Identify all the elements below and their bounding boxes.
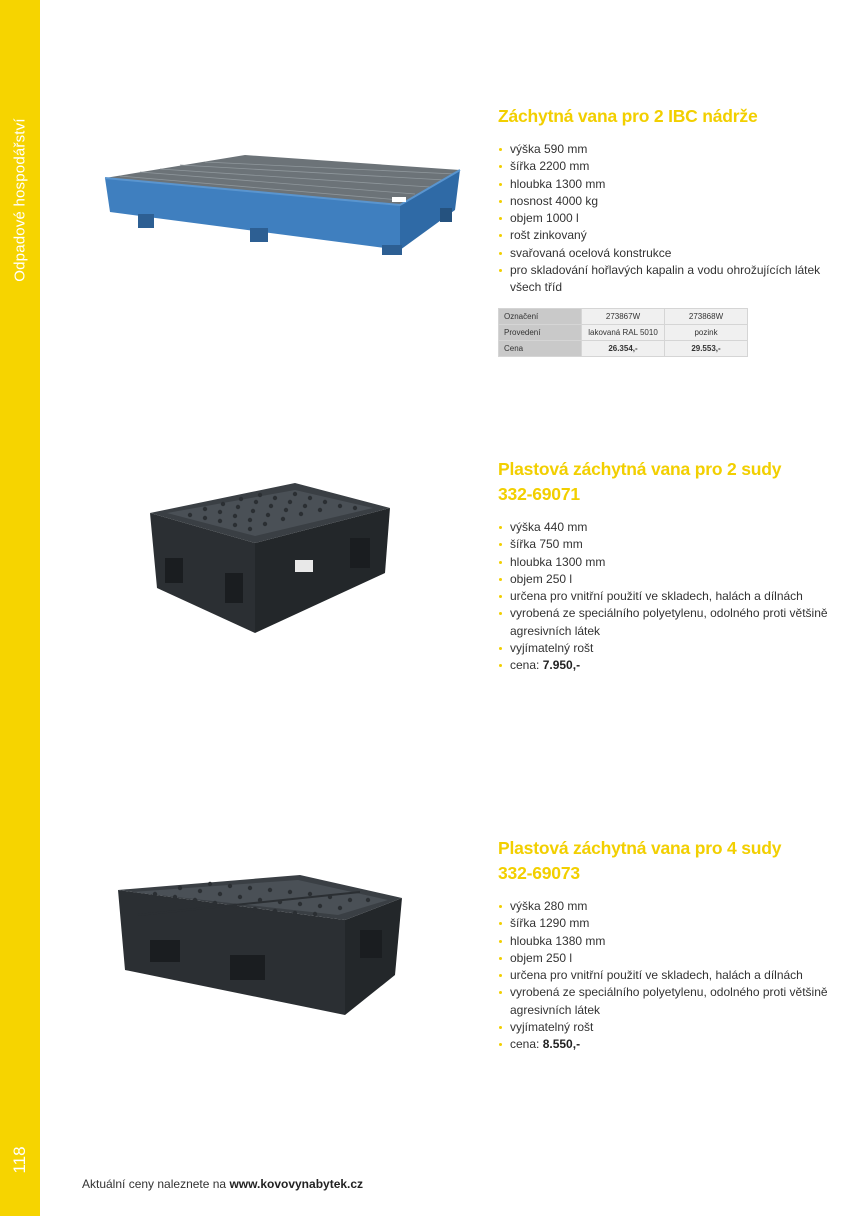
spec-item: vyjímatelný rošt xyxy=(498,1019,828,1036)
row-label: Označení xyxy=(499,308,582,324)
price-item xyxy=(498,657,828,674)
product-title xyxy=(498,836,828,886)
two-drum-spill-pallet-image xyxy=(145,478,395,638)
footer-text: Aktuální ceny naleznete na xyxy=(82,1177,230,1191)
spec-item: objem 250 l xyxy=(498,571,828,588)
spec-item: pro skladování hořlavých kapalin a vodu ohrožujících látek všech tříd xyxy=(498,262,828,297)
spec-item: vyrobená ze speciálního polyetylenu, odolného proti většině agresivních látek xyxy=(498,605,828,640)
spec-item: výška 280 mm xyxy=(498,898,828,915)
table-cell: 273867W xyxy=(582,308,665,324)
spec-item: určena pro vnitřní použití ve skladech, halách a dílnách xyxy=(498,967,828,984)
spec-item: výška 440 mm xyxy=(498,519,828,536)
price-table xyxy=(498,308,748,357)
product-code: 332-69073 xyxy=(498,863,580,883)
product-code: 332-69071 xyxy=(498,484,580,504)
row-label: Provedení xyxy=(499,324,582,340)
price-value: 8.550,- xyxy=(542,1037,581,1052)
footer xyxy=(82,1177,363,1191)
table-row xyxy=(499,308,748,324)
spec-list xyxy=(498,898,828,1054)
table-row xyxy=(499,324,748,340)
price-value: 7.950,- xyxy=(542,658,581,673)
spec-item: objem 250 l xyxy=(498,950,828,967)
price-item xyxy=(498,1036,828,1053)
table-cell: pozink xyxy=(665,324,748,340)
section-title: Odpadové hospodářství xyxy=(11,118,29,282)
website-link[interactable]: www.kovovynabytek.cz xyxy=(229,1177,364,1191)
row-label: Cena xyxy=(499,340,582,356)
spec-item: rošt zinkovaný xyxy=(498,227,828,244)
table-cell: 273868W xyxy=(665,308,748,324)
spec-item: vyjímatelný rošt xyxy=(498,640,828,657)
spec-item: nosnost 4000 kg xyxy=(498,193,828,210)
product-four-drum-pallet xyxy=(498,836,828,1054)
product-title: Záchytná vana pro 2 IBC nádrže xyxy=(498,106,758,126)
spec-item: svařovaná ocelová konstrukce xyxy=(498,245,828,262)
table-cell: lakovaná RAL 5010 xyxy=(582,324,665,340)
spec-list xyxy=(498,141,828,297)
spec-item: určena pro vnitřní použití ve skladech, halách a dílnách xyxy=(498,588,828,605)
table-cell: 29.553,- xyxy=(665,340,748,356)
spec-item: hloubka 1380 mm xyxy=(498,933,828,950)
product-ibc-spill-pallet xyxy=(498,104,828,357)
spec-item: hloubka 1300 mm xyxy=(498,554,828,571)
product-title xyxy=(498,457,828,507)
table-row xyxy=(499,340,748,356)
spec-item: výška 590 mm xyxy=(498,141,828,158)
spec-list xyxy=(498,519,828,675)
table-cell: 26.354,- xyxy=(582,340,665,356)
product-title-name: Plastová záchytná vana pro 2 sudy xyxy=(498,459,782,479)
spec-item: šířka 750 mm xyxy=(498,536,828,553)
page-number: 118 xyxy=(10,1146,29,1174)
spec-item: vyrobená ze speciálního polyetylenu, odolného proti většině agresivních látek xyxy=(498,984,828,1019)
spec-item: objem 1000 l xyxy=(498,210,828,227)
spec-item: hloubka 1300 mm xyxy=(498,176,828,193)
spec-item: šířka 2200 mm xyxy=(498,158,828,175)
spec-item: šířka 1290 mm xyxy=(498,915,828,932)
ibc-spill-pallet-image xyxy=(100,150,470,260)
sidebar xyxy=(0,0,40,1216)
price-label: cena: xyxy=(510,658,543,673)
four-drum-spill-pallet-image xyxy=(110,870,410,1020)
product-two-drum-pallet xyxy=(498,457,828,675)
price-label: cena: xyxy=(510,1037,543,1052)
product-title-name: Plastová záchytná vana pro 4 sudy xyxy=(498,838,782,858)
